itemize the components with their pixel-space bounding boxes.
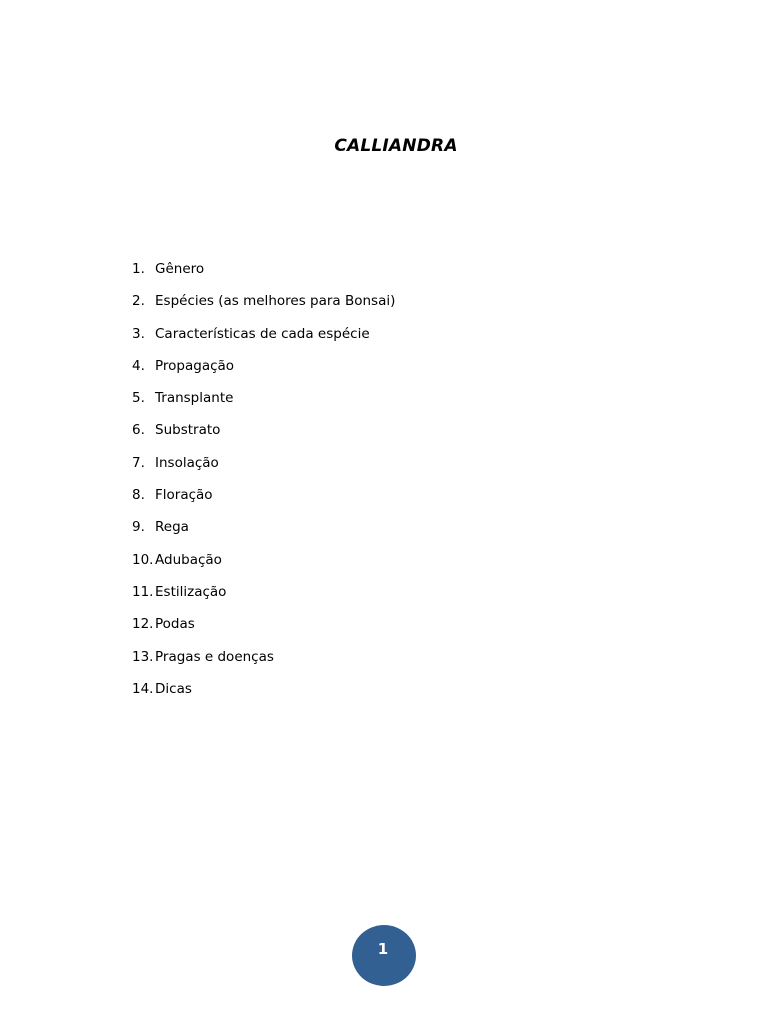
- toc-item-number: 14.: [132, 680, 154, 697]
- toc-item-label: Substrato: [155, 422, 221, 439]
- table-of-contents: [132, 258, 395, 710]
- toc-item-label: Gênero: [155, 261, 205, 277]
- toc-item: [132, 549, 395, 581]
- toc-item: [132, 355, 395, 387]
- toc-item-label: Podas: [155, 616, 195, 633]
- toc-item-number: 5.: [132, 390, 145, 407]
- toc-item: [132, 258, 395, 290]
- toc-item: [132, 387, 395, 419]
- toc-item-label: Insolação: [155, 454, 219, 471]
- toc-item-label: Transplante: [155, 390, 234, 407]
- toc-item-number: 1.: [132, 261, 145, 277]
- toc-item-label: Características de cada espécie: [155, 325, 370, 342]
- toc-item: [132, 452, 395, 484]
- toc-item: [132, 323, 395, 355]
- toc-item-label: Dicas: [155, 680, 192, 697]
- toc-item: [132, 290, 395, 322]
- toc-item-number: 2.: [132, 293, 145, 310]
- toc-item-label: Rega: [155, 519, 189, 536]
- toc-item-number: 13.: [132, 648, 154, 665]
- page-number-badge: [352, 925, 416, 986]
- document-title: CALLIANDRA: [334, 136, 458, 156]
- toc-item-number: 11.: [132, 583, 154, 600]
- toc-item-label: Espécies (as melhores para Bonsai): [155, 293, 396, 310]
- toc-item: [132, 613, 395, 645]
- toc-item-number: 10.: [132, 551, 154, 568]
- toc-item-number: 8.: [132, 487, 145, 504]
- toc-item: [132, 484, 395, 516]
- toc-item-number: 6.: [132, 422, 145, 439]
- toc-item-number: 7.: [132, 454, 145, 471]
- toc-item-number: 9.: [132, 519, 145, 536]
- toc-item-number: 4.: [132, 357, 145, 374]
- toc-item-label: Propagação: [155, 357, 235, 374]
- toc-item: [132, 581, 395, 613]
- toc-item-label: Adubação: [155, 551, 222, 568]
- toc-item-label: Pragas e doenças: [155, 648, 274, 665]
- toc-item-number: 3.: [132, 325, 145, 342]
- toc-item-label: Floração: [155, 487, 213, 504]
- toc-item: [132, 678, 395, 710]
- toc-item: [132, 419, 395, 451]
- toc-item-number: 12.: [132, 616, 154, 633]
- toc-item-label: Estilização: [155, 583, 227, 600]
- page-number: 1: [377, 940, 389, 958]
- toc-item: [132, 646, 395, 678]
- toc-item: [132, 516, 395, 548]
